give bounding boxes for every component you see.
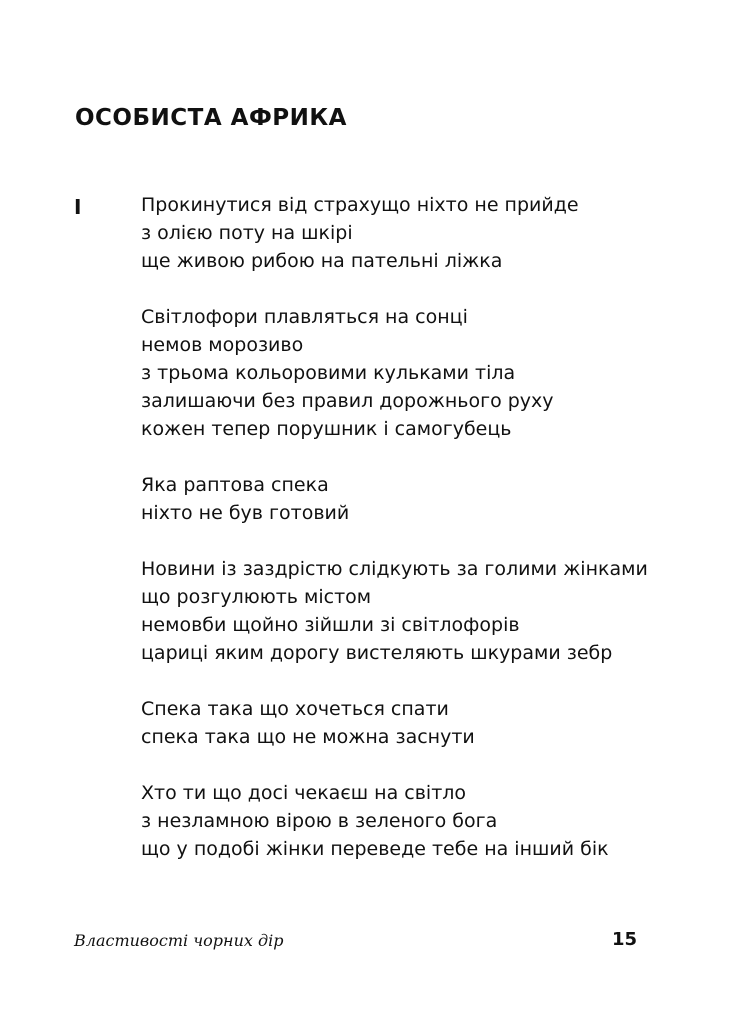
poem-line: кожен тепер порушник і самогубець: [141, 418, 512, 440]
poem-body: [141, 191, 711, 891]
poem-line: Світлофори плавляться на сонці: [141, 306, 468, 328]
poem-line: цариці яким дорогу вистеляють шкурами зебр: [141, 642, 613, 664]
stanza-2: [141, 303, 711, 443]
page-number: 15: [611, 929, 637, 950]
poem-line: немовби щойно зійшли зі світлофорів: [141, 614, 520, 636]
stanza-4: [141, 555, 711, 667]
poem-line: з незламною вірою в зеленого бога: [141, 810, 498, 832]
poem-line: спека така що не можна заснути: [141, 726, 475, 748]
poem-line: з трьома кольоровими кульками тіла: [141, 362, 516, 384]
poem-line: немов морозиво: [141, 334, 304, 356]
poem-line: Хто ти що досі чекаєш на світло: [141, 782, 467, 804]
footer-book-title: Властивості чорних дір: [74, 931, 284, 950]
poem-line: ще живою рибою на пательні ліжка: [141, 250, 503, 272]
poem-line: залишаючи без правил дорожнього руху: [141, 390, 554, 412]
stanza-6: [141, 779, 711, 863]
poem-line: Прокинутися від страхущо ніхто не прийде: [141, 194, 579, 216]
poem-line: що у подобі жінки переведе тебе на інший бік: [141, 838, 609, 860]
poem-line: ніхто не був готовий: [141, 502, 350, 524]
stanza-3: [141, 471, 711, 527]
poem-line: Яка раптова спека: [141, 474, 329, 496]
poem-line: з олією поту на шкірі: [141, 222, 353, 244]
section-number: I: [74, 195, 82, 219]
stanza-5: [141, 695, 711, 751]
poem-line: Спека така що хочеться спати: [141, 698, 449, 720]
stanza-1: [141, 191, 711, 275]
poem-line: що розгулюють містом: [141, 586, 372, 608]
poem-title: ОСОБИСТА АФРИКА: [75, 105, 347, 131]
poem-line: Новини із заздрістю слідкують за голими жінками: [141, 558, 648, 580]
